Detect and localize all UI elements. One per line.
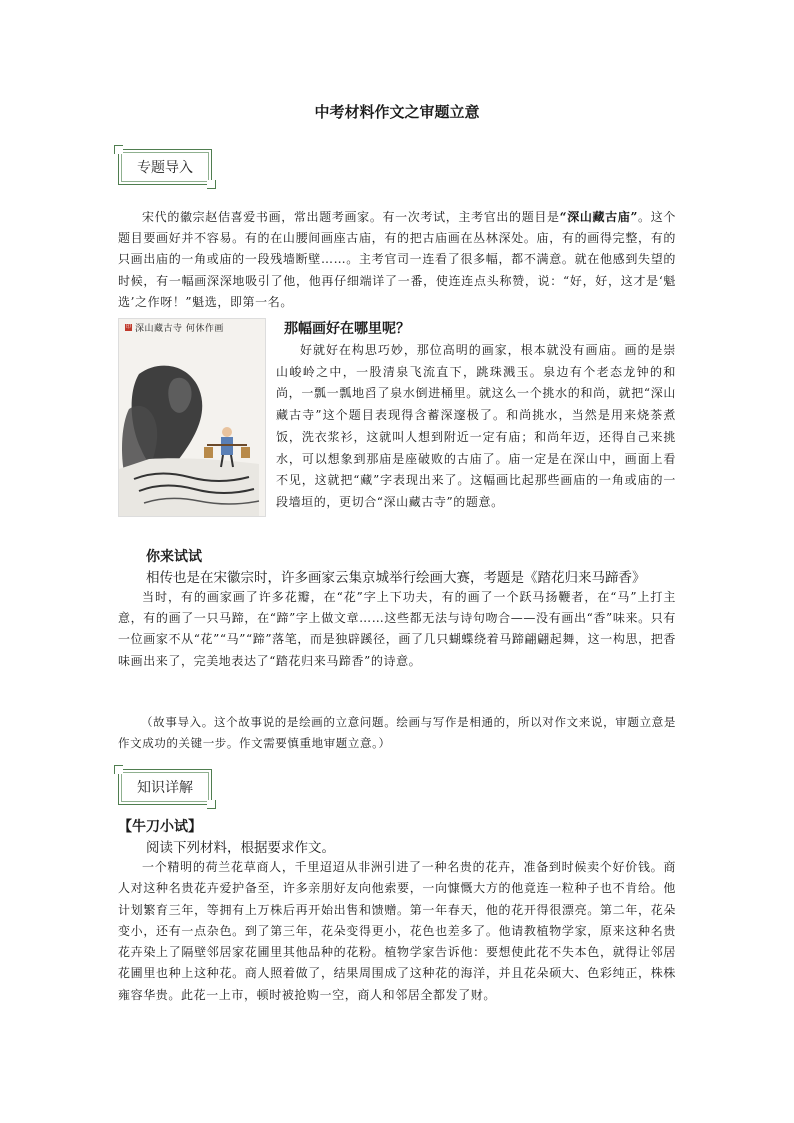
story-paragraph: 宋代的徽宗赵佶喜爱书画，常出题考画家。有一次考试，主考官出的题目是“深山藏古庙”。这个题目要画好并不容易。有的在山腰间画座古庙，有的把古庙画在丛林深处。庙，有的画得完整，有的只画出庙的一角或庙的一段残墙断壁……。主考官司一连看了很多幅，都不满意。就在他感到失望的时候，有一幅画深深地吸引了他，他再仔细端详了一番，使连连点头称赞，说：“好，好，这才是‘魁选’之作呀！”魁选，即第一名。 — [118, 210, 676, 309]
story-note: （故事导入。这个故事说的是绘画的立意问题。绘画与写作是相通的，所以对作文来说，审题立意是作文成功的关键一步。作文需要慎重地审题立意。） — [118, 715, 676, 751]
ink-painting-image — [118, 318, 266, 517]
section-label-knowledge — [118, 769, 212, 805]
where-good-paragraph: 好就好在构思巧妙，那位高明的画家，根本就没有画庙。画的是崇山峻岭之中，一股清泉飞流直下，跳珠溅玉。泉边有个老态龙钟的和尚，一瓢一瓢地舀了泉水倒进桶里。就这么一个挑水的和尚，就把“深山藏古寺”这个题目表现得含蓄深邃极了。和尚挑水，当然是用来烧茶煮饭，洗衣浆衫，这就叫人想到附近一定有庙；和尚年迈，还得自己来挑水，可以想象到那庙是座破败的古庙了。庙一定是在深山中，画面上看不见，这就把“藏”字表现出来了。这幅画比起那些画庙的一角或庙的一段墙垣的，更切合“深山藏古寺”的题意。 — [276, 343, 676, 509]
page-title: 中考材料作文之审题立意 — [314, 103, 480, 121]
where-good-heading: 那幅画好在哪里呢？ — [284, 321, 410, 337]
practice-prompt: 阅读下列材料，根据要求作文。 — [146, 840, 335, 856]
try-it-intro: 相传也是在宋徽宗时，许多画家云集京城举行绘画大赛，考题是《踏花归来马蹄香》 — [146, 570, 646, 586]
section-label-intro — [118, 149, 212, 185]
section-label-text: 专题导入 — [137, 160, 193, 176]
exam-topic-quote: “深山藏古庙” — [559, 210, 638, 224]
try-it-heading: 你来试试 — [146, 549, 202, 565]
painting-calligraphy: 深山藏古寺 何休作画 — [135, 324, 224, 334]
practice-heading: 【牛刀小试】 — [118, 819, 202, 835]
try-it-paragraph: 当时，有的画家画了许多花瓣，在“花”字上下功夫，有的画了一个跃马扬鞭者，在“马”上打主意，有的画了一只马蹄，在“蹄”字上做文章……这些都无法与诗句吻合——没有画出“香”味来。只有一位画家不从“花”“马”“蹄”落笔，而是独辟蹊径，画了几只蝴蝶绕着马蹄翩翩起舞，这一构思，把香味画出来了，完美地表达了“踏花归来马蹄香”的诗意。 — [118, 590, 676, 668]
practice-material: 一个精明的荷兰花草商人，千里迢迢从非洲引进了一种名贵的花卉，准备到时候卖个好价钱。商人对这种名贵花卉爱护备至，许多亲朋好友向他索要，一向慷慨大方的他竟连一粒种子也不肯给。他计划繁育三年，等拥有上万株后再开始出售和馈赠。第一年春天，他的花开得很漂亮。第二年，花朵变小，还有一点杂色。到了第三年，花朵变得更小，花色也差多了。他请教植物学家，原来这种名贵花卉染上了隔壁邻居家花圃里其他品种的花粉。植物学家告诉他：要想使此花不失本色，就得让邻居花圃里也种上这种花。商人照着做了，结果周围成了这种花的海洋，并且花朵硕大、色彩纯正，株株雍容华贵。此花一上市，顿时被抢购一空，商人和邻居全都发了财。 — [118, 860, 676, 1002]
ink-painting-graphic — [119, 319, 265, 516]
section-label-text: 知识详解 — [137, 780, 193, 796]
painting-seal: 印 — [126, 324, 132, 330]
